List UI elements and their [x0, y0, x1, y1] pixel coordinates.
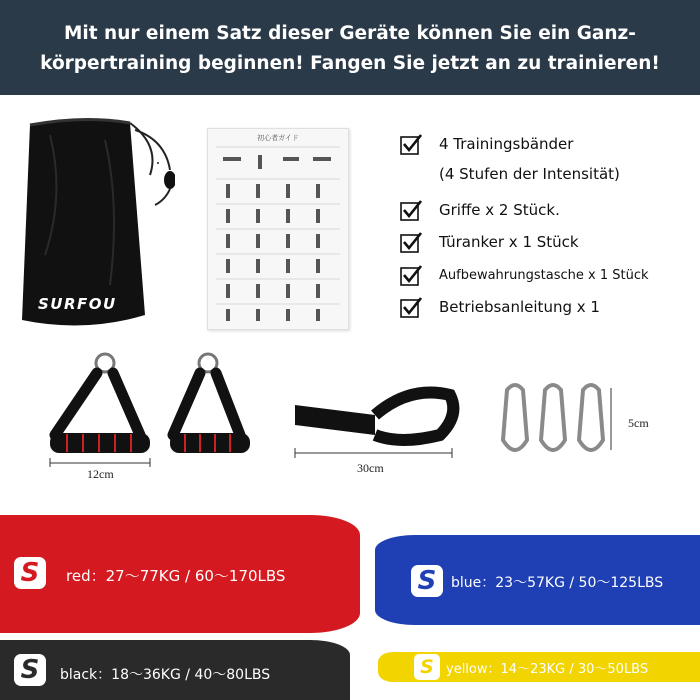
checkmark-icon [400, 133, 422, 155]
checklist-item [400, 197, 560, 223]
band-separator: ： [90, 567, 106, 585]
band-resistance: 23～57KG / 50～125LBS [495, 575, 664, 591]
band-red-label [66, 565, 285, 586]
checklist-item [400, 294, 600, 320]
brand-logo-icon: S [414, 654, 440, 680]
manual-title: 初心者ガイド [257, 135, 299, 142]
header-banner [0, 0, 700, 95]
carabiners-image [495, 380, 615, 460]
brand-logo-icon: S [14, 654, 46, 686]
carabiners-dimension-label: 5cm [628, 416, 649, 430]
header-line-1: Mit nur einem Satz dieser Geräte können Sie ein Ganz- [63, 23, 636, 44]
band-resistance: 27～77KG / 60～170LBS [105, 567, 286, 585]
handles-image [45, 345, 255, 470]
band-yellow-label [446, 658, 648, 677]
band-red [0, 515, 360, 633]
band-yellow [378, 652, 700, 682]
door-anchor-image [290, 385, 460, 465]
band-color-name: black [60, 667, 98, 683]
brand-logo-icon: S [14, 557, 46, 589]
checklist-item-label: Griffe x 2 Stück. [439, 201, 560, 219]
checklist-item-sublabel: (4 Stufen der Intensität) [439, 165, 620, 183]
checkmark-icon [400, 264, 422, 286]
band-black-label [60, 664, 270, 684]
checklist-item [400, 131, 573, 157]
band-color-name: red [66, 567, 91, 585]
band-resistance: 14～23KG / 30～50LBS [500, 662, 649, 677]
band-blue-label [451, 572, 663, 592]
band-color-name: blue [451, 575, 482, 591]
checkmark-icon [400, 231, 422, 253]
checklist-item-label: 4 Trainingsbänder [439, 135, 574, 153]
band-separator: ： [487, 662, 501, 677]
instruction-manual-image [207, 128, 349, 330]
checkmark-icon [400, 296, 422, 318]
checklist-item-label: Türanker x 1 Stück [439, 233, 579, 251]
band-resistance: 18～36KG / 40～80LBS [111, 667, 271, 683]
band-separator: ： [481, 575, 496, 591]
checklist-item [400, 262, 649, 288]
checklist-item-label: Aufbewahrungstasche x 1 Stück [439, 267, 649, 283]
header-line-2: körpertraining beginnen! Fangen Sie jetzt an zu trainieren! [40, 53, 660, 74]
band-blue [375, 535, 700, 625]
band-separator: ： [97, 667, 112, 683]
checkmark-icon [400, 199, 422, 221]
brand-logo-icon: S [411, 565, 443, 597]
checklist-item-label: Betriebsanleitung x 1 [439, 298, 600, 316]
band-color-name: yellow [446, 662, 488, 677]
anchor-dimension-label: 30cm [357, 461, 384, 475]
handles-dimension-label: 12cm [87, 467, 114, 481]
bag-brand-label: SURFOU [38, 295, 117, 313]
band-black [0, 640, 350, 700]
checklist-item [400, 229, 579, 255]
storage-bag-image [10, 105, 160, 335]
